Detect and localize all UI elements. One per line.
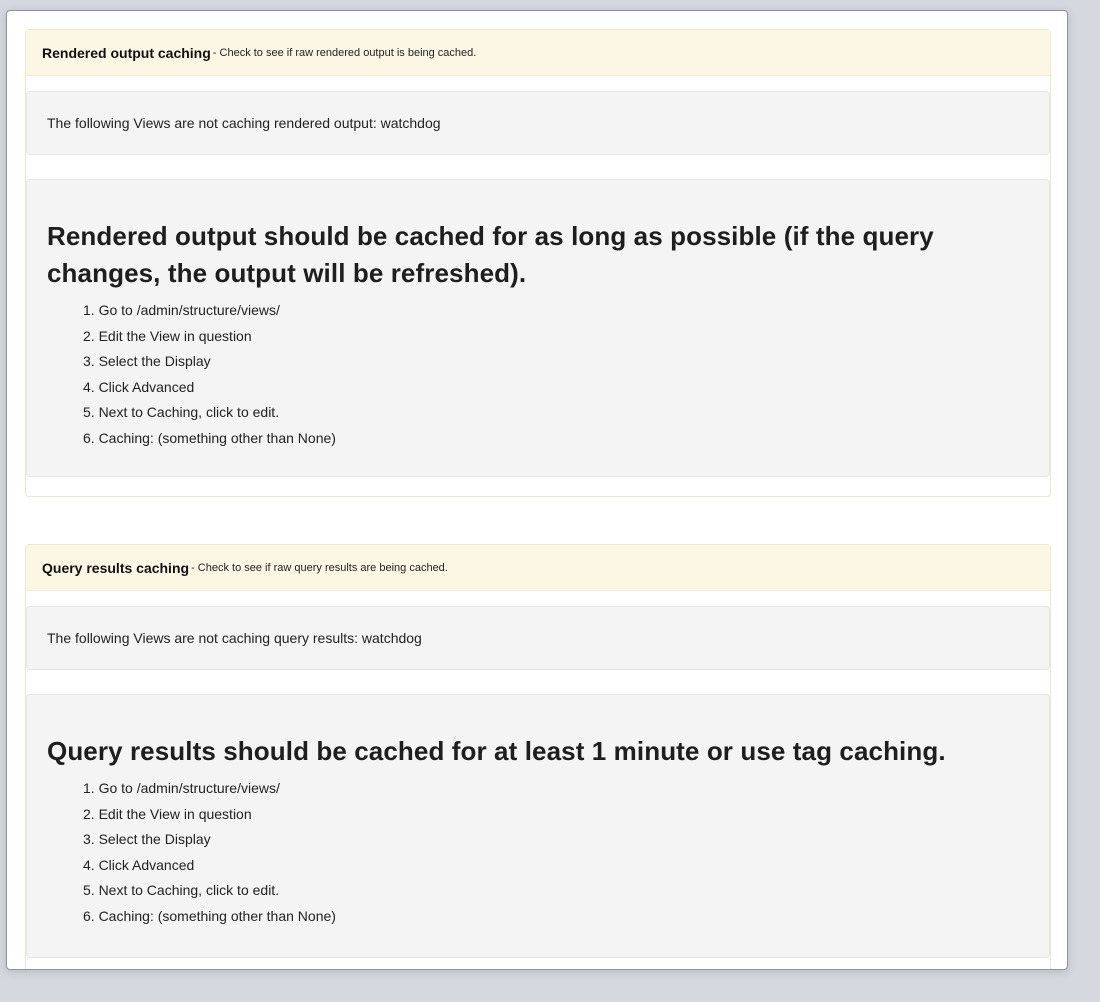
step-item: 1. Go to /admin/structure/views/ (83, 780, 280, 796)
advice-heading: Query results should be cached for at least 1 minute or use tag caching. (47, 736, 946, 766)
step-item: 2. Edit the View in question (83, 327, 252, 344)
section-description: - Check to see if raw rendered output is being cached. (212, 46, 477, 59)
section-title: Rendered output caching (42, 44, 211, 61)
step-item: 3. Select the Display (83, 831, 211, 847)
status-message: The following Views are not caching query results: watchdog (26, 606, 1050, 670)
rendered-output-caching-section (25, 29, 1051, 497)
steps-list (47, 298, 1029, 451)
steps-list (47, 776, 1029, 929)
status-message: The following Views are not caching rendered output: watchdog (26, 91, 1050, 155)
step-item: 5. Next to Caching, click to edit. (83, 882, 280, 898)
report-window (6, 10, 1068, 970)
query-results-caching-section (25, 544, 1051, 970)
step-item: 6. Caching: (something other than None) (83, 429, 336, 446)
step-item: 5. Next to Caching, click to edit. (83, 404, 280, 420)
advice-panel (26, 694, 1050, 958)
section-description: - Check to see if raw query results are being cached. (191, 561, 448, 574)
advice-heading: Rendered output should be cached for as long as possible (if the query changes, the output will be refreshed). (47, 221, 934, 288)
step-item: 4. Click Advanced (83, 856, 195, 873)
section-title: Query results caching (42, 559, 190, 576)
step-item: 6. Caching: (something other than None) (83, 907, 336, 924)
step-item: 3. Select the Display (83, 353, 211, 369)
step-item: 4. Click Advanced (83, 378, 195, 395)
section-header (26, 545, 1050, 591)
section-header (26, 30, 1050, 76)
advice-panel (26, 179, 1050, 477)
step-item: 2. Edit the View in question (83, 805, 252, 822)
step-item: 1. Go to /admin/structure/views/ (83, 302, 280, 318)
